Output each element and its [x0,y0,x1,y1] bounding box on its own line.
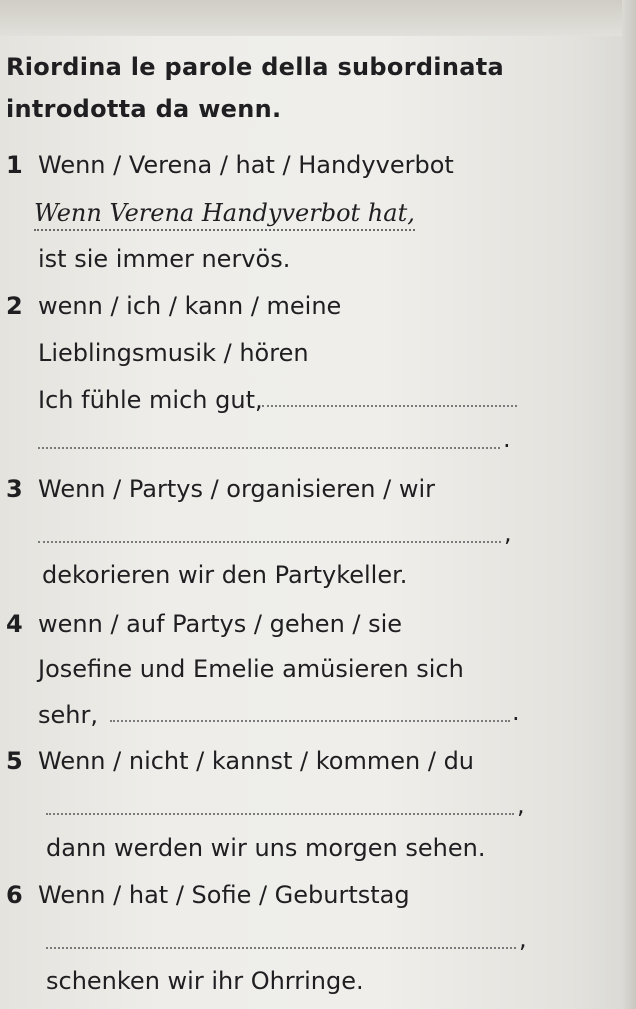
exercise-number: 5 [6,747,23,775]
exercise-number: 6 [6,881,23,909]
answer-blank[interactable] [46,813,514,815]
blank-punctuation: , [504,519,512,547]
blank-punctuation: . [503,425,511,453]
exercise-prompt: Wenn / nicht / kannst / kommen / du [38,747,475,775]
blank-punctuation: . [512,698,520,726]
exercise-main-clause-continued: sehr, [38,701,98,729]
handwritten-answer: Wenn Verena Handyverbot hat, [34,199,415,231]
page-right-edge [622,0,636,1009]
blank-punctuation: , [517,791,525,819]
exercise-prompt: wenn / auf Partys / gehen / sie [38,610,403,638]
answer-blank[interactable] [38,447,500,449]
exercise-main-clause: Josefine und Emelie amüsieren sich [38,655,464,683]
exercise-continuation: dekorieren wir den Partykeller. [42,561,408,589]
exercise-number: 2 [6,292,23,320]
answer-blank[interactable] [46,947,516,949]
exercise-number: 4 [6,610,23,638]
exercise-prompt: Wenn / Verena / hat / Handyverbot [38,151,454,179]
exercise-number: 3 [6,475,23,503]
exercise-continuation: dann werden wir uns morgen sehen. [46,834,486,862]
exercise-main-clause: Ich fühle mich gut, [38,386,263,414]
answer-blank[interactable] [110,720,510,722]
blank-punctuation: , [519,925,527,953]
answer-blank[interactable] [262,405,517,407]
exercise-number: 1 [6,151,23,179]
exercise-answer-line[interactable] [34,198,415,228]
exercise-prompt: Wenn / Partys / organisieren / wir [38,475,435,503]
exercise-prompt-continued: Lieblingsmusik / hören [38,339,309,367]
exercise-continuation: schenken wir ihr Ohrringe. [46,967,364,995]
page-top-edge [0,0,636,36]
answer-blank[interactable] [38,541,501,543]
exercise-prompt: Wenn / hat / Sofie / Geburtstag [38,881,410,909]
exercise-prompt: wenn / ich / kann / meine [38,292,342,320]
exercise-continuation: ist sie immer nervös. [38,245,291,273]
instruction-heading: Riordina le parole della subordinata introdotta da wenn. [6,53,504,123]
